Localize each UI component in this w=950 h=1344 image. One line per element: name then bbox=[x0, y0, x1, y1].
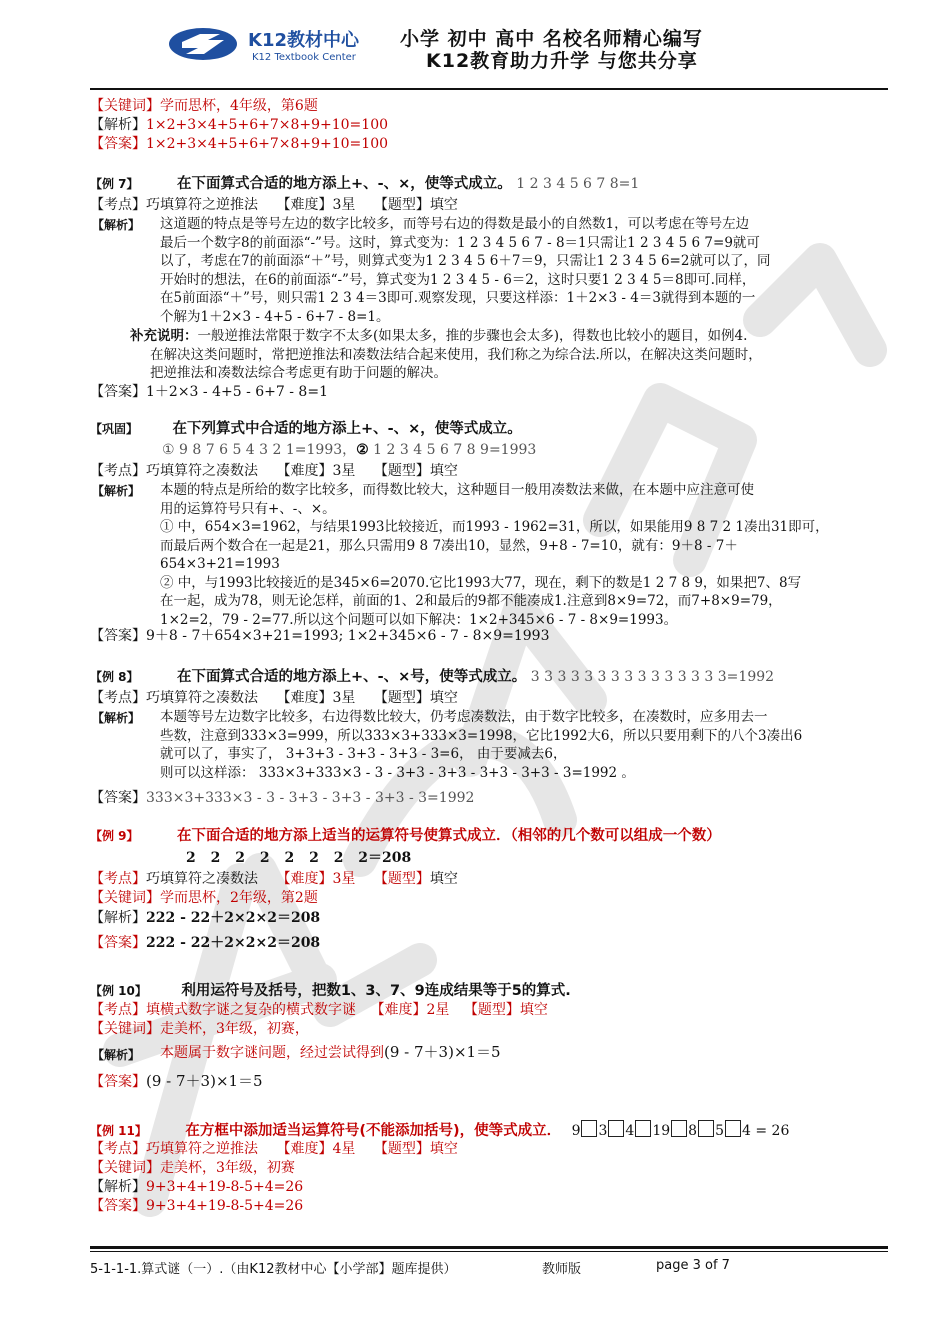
footer-source: 5-1-1-1.算式谜（一）.（由K12教材中心【小学部】题库提供） bbox=[90, 1262, 457, 1277]
slogan-line-2: K12教育助力升学 与您共分享 bbox=[426, 50, 698, 72]
ex8-jiexi-tag: 【解析】 bbox=[92, 711, 141, 725]
k12-logo-icon bbox=[168, 24, 238, 64]
ex10-answer: 【答案】(9 - 7＋3)×1＝5 bbox=[90, 1072, 263, 1090]
ex9-answer: 【答案】222 - 22＋2×2×2＝208 bbox=[90, 935, 321, 951]
ex10-jiexi-tag: 【解析】 bbox=[92, 1048, 141, 1062]
ex9-question: 【例 9】 在下面合适的地方添上适当的运算符号使算式成立．（相邻的几个数可以组成一个数） bbox=[90, 828, 721, 844]
footer-rule-thick bbox=[90, 1246, 888, 1249]
operator-box[interactable] bbox=[671, 1120, 687, 1137]
operator-box[interactable] bbox=[581, 1120, 597, 1137]
ex11-question: 【例 11】 在方框中添加适当运算符号(不能添加括号)，使等式成立． 9 3 4 19 8 5 4 = 26 bbox=[90, 1120, 789, 1141]
ex7-question: 【例 7】 在下面算式合适的地方添上+、-、×，使等式成立。 1 2 3 4 5 6 7 8=1 bbox=[90, 176, 640, 192]
ex10-question: 【例 10】 利用运符号及括号，把数1、3、7、9连成结果等于5的算式. bbox=[90, 983, 571, 999]
ex9-meta: 【考点】巧填算符之凑数法 【难度】3星 【题型】填空 bbox=[90, 871, 458, 887]
logo-subtitle: K12 Textbook Center bbox=[252, 52, 356, 63]
operator-box[interactable] bbox=[608, 1120, 624, 1137]
ex7-meta: 【考点】巧填算符之逆推法 【难度】3星 【题型】填空 bbox=[90, 197, 458, 213]
ex10-analysis: 本题属于数字谜问题，经过尝试得到(9 - 7＋3)×1＝5 bbox=[160, 1043, 501, 1061]
ex7-analysis: 这道题的特点是等号左边的数字比较多，而等号右边的得数是最小的自然数1，可以考虑在等号左边 最后一个数字8的前面添“-”号。这时，算式变为：1 2 3 4 5 6 7 - 8＝1只需让1 2 3 4 5 6 7=9就可 以了，考虑在7的前面添“＋”号，则算式变为1 2 3 4 5 6＋7＝9，只需让1 2 3 4 5 6=2就可以了，同 开始时的想法，在6的前面添“-”号，算式变为1 2 3 4 5 - 6＝2，这时只要1 2 3 4 5＝8即可.同样， 在5前面添“＋”号，则只需1 2 3 4＝3即可.观察发现，只要这样添：1＋2×3 - 4＝3就得到本题的一 个解为1＋2×3 - 4+5 - 6+7 - 8=1。 bbox=[160, 216, 771, 325]
ex8-analysis: 本题等号左边数字比较多，右边得数比较大，仍考虑凑数法，由于数字比较多，在凑数时，应多用去一 些数，注意到333×3=999，所以333×3+333×3=1998，它比1992大6，所以只要用剩下的八个3凑出6 就可以了，事实了， 3+3+3 - 3+3 - 3+3 - 3=6， 由于要减去6， 则可以这样添： 333×3+333×3 - 3 - 3+3 - 3+3 - 3+3 - 3+3 - 3=1992 。 bbox=[160, 709, 803, 781]
ex8-answer: 【答案】333×3+333×3 - 3 - 3+3 - 3+3 - 3+3 - 3=1992 bbox=[90, 790, 475, 806]
ex10-meta: 【考点】填横式数字谜之复杂的横式数字谜 【难度】2星 【题型】填空 bbox=[90, 1002, 548, 1018]
footer-rule-thin bbox=[90, 1251, 888, 1252]
ex9-analysis: 【解析】222 - 22＋2×2×2＝208 bbox=[90, 910, 321, 926]
ex11-analysis: 【解析】9+3+4+19-8-5+4=26 bbox=[90, 1179, 304, 1195]
slogan-line-1: 小学 初中 高中 名校名师精心编写 bbox=[400, 28, 703, 50]
ex9-equation: 2 2 2 2 2 2 2 2＝208 bbox=[186, 850, 412, 866]
gonggu-equations: ① 9 8 7 6 5 4 3 2 1=1993，② 1 2 3 4 5 6 7 8 9=1993 bbox=[162, 442, 537, 458]
block0-analysis: 【解析】1×2+3×4+5+6+7×8+9+10=100 bbox=[90, 117, 389, 133]
ex10-keyword: 【关键词】走美杯，3年级，初赛， bbox=[90, 1021, 309, 1037]
operator-box[interactable] bbox=[635, 1120, 651, 1137]
ex8-meta: 【考点】巧填算符之凑数法 【难度】3星 【题型】填空 bbox=[90, 690, 458, 706]
ex11-equation: 9 3 4 19 8 5 4 = 26 bbox=[572, 1123, 790, 1139]
ex9-keyword: 【关键词】学而思杯，2年级，第2题 bbox=[90, 890, 318, 906]
operator-box[interactable] bbox=[698, 1120, 714, 1137]
logo-title: K12教材中心 bbox=[248, 30, 359, 51]
ex11-meta: 【考点】巧填算符之逆推法 【难度】4星 【题型】填空 bbox=[90, 1141, 458, 1157]
footer-page: page 3 of 7 bbox=[656, 1258, 730, 1273]
ex11-answer: 【答案】9+3+4+19-8-5+4=26 bbox=[90, 1198, 304, 1214]
gonggu-analysis: 本题的特点是所给的数字比较多，而得数比较大，这种题目一般用凑数法来做，在本题中应注意可使 用的运算符号只有+、-、×。 ① 中，654×3=1962，与结果1993比较接近，而1993 - 1962=31，所以，如果能用9 8 7 2 1凑出31即可， 而最后两个数合在一起是21，那么只需用9 8 7凑出10，显然，9+8 - 7=10，就有：9＋8 - 7＋ 654×3+21=1993 ② 中，与1993比较接近的是345×6=2070.它比1993大77，现在，剩下的数是1 2 7 8 9，如果把7、8写 在一起，成为78，则无论怎样，前面的1、2和最后的9都不能凑成1.注意到8×9=72，而7+8×9=79， 1×2=2，79 - 2=77.所以这个问题可以如下解决：1×2+345×6 - 7 - 8×9=1993。 bbox=[160, 482, 829, 628]
operator-box[interactable] bbox=[725, 1120, 741, 1137]
gonggu-meta: 【考点】巧填算符之凑数法 【难度】3星 【题型】填空 bbox=[90, 463, 458, 479]
header-rule bbox=[90, 88, 888, 90]
block0-keyword: 【关键词】学而思杯，4年级，第6题 bbox=[90, 98, 318, 114]
ex7-jiexi-tag: 【解析】 bbox=[92, 218, 141, 232]
ex7-supplement: 补充说明：一般逆推法常限于数字不太多(如果太多，推的步骤也会太多)，得数也比较小的题目，如例4. 在解决这类问题时，常把逆推法和凑数法结合起来使用，我们称之为综合法.所以，在解决这类问题时， 把逆推法和凑数法综合考虑更有助于问题的解决。 bbox=[130, 328, 762, 381]
ex8-question: 【例 8】 在下面算式合适的地方添上+、-、×号，使等式成立。 3 3 3 3 3 3 3 3 3 3 3 3 3 3 3=1992 bbox=[90, 669, 775, 685]
ex11-keyword: 【关键词】走美杯，3年级，初赛 bbox=[90, 1160, 295, 1176]
gonggu-jiexi-tag: 【解析】 bbox=[92, 484, 141, 498]
ex7-answer: 【答案】1＋2×3 - 4+5 - 6+7 - 8=1 bbox=[90, 384, 328, 400]
gonggu-question: 【巩固】 在下列算式中合适的地方添上+、-、×，使等式成立。 bbox=[90, 421, 522, 437]
block0-answer: 【答案】1×2+3×4+5+6+7×8+9+10=100 bbox=[90, 136, 389, 152]
gonggu-answer: 【答案】9＋8 - 7＋654×3+21=1993; 1×2+345×6 - 7 - 8×9=1993 bbox=[90, 628, 550, 644]
footer-edition: 教师版 bbox=[542, 1262, 582, 1277]
